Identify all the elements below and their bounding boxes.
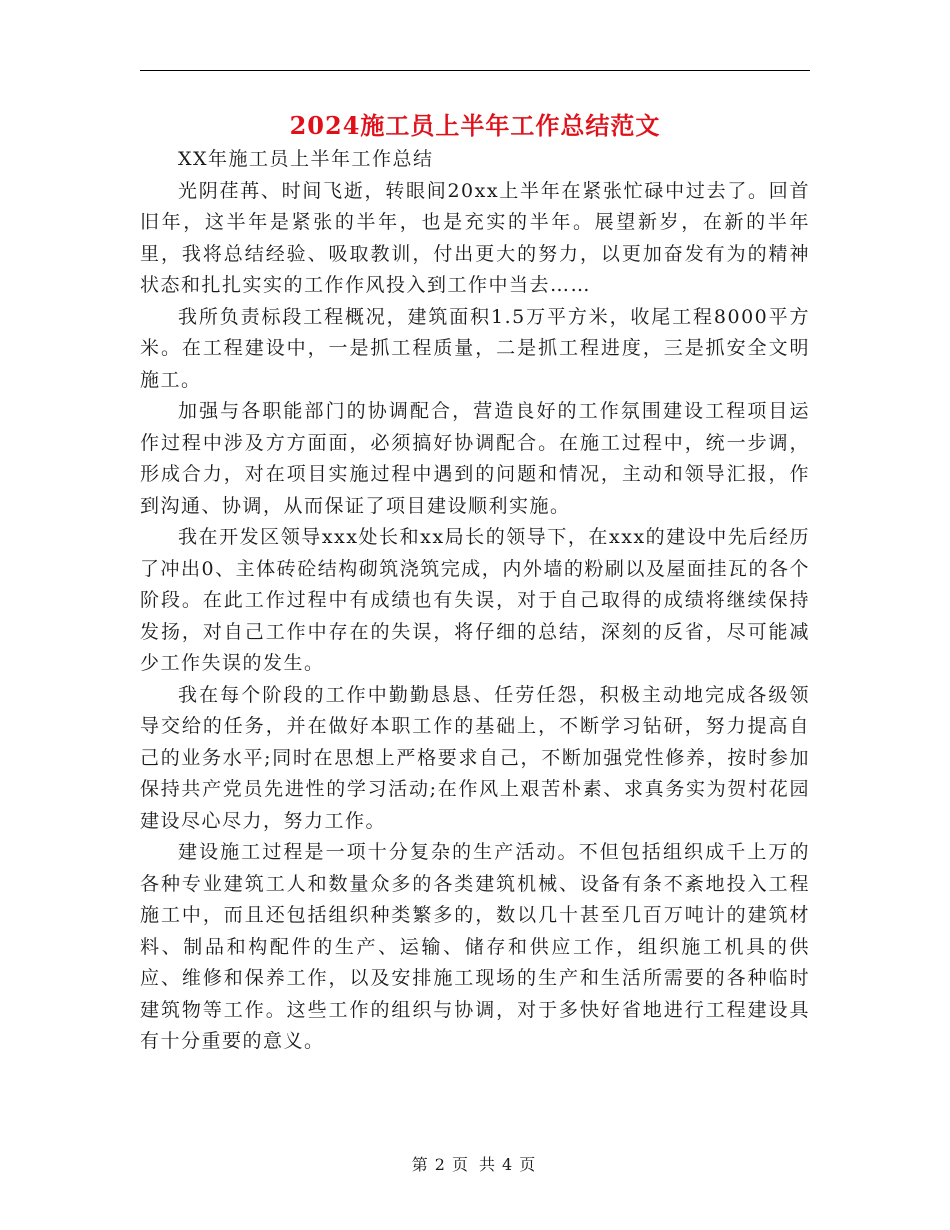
footer-page-number: 2	[434, 1155, 448, 1174]
footer-total-pages: 4	[502, 1155, 516, 1174]
paragraph-subtitle: XX年施工员上半年工作总结	[178, 148, 434, 170]
footer-suffix: 页	[519, 1155, 539, 1174]
footer-middle: 页 共	[451, 1155, 499, 1174]
paragraph: 建设施工过程是一项十分复杂的生产活动。不但包括组织成千上万的各种专业建筑工人和数量众多的各类建筑机械、设备有条不紊地投入工程施工中，而且还包括组织种类繁多的，数以几十甚至几百万吨计的建筑材料、制品和构配件的生产、运输、储存和供应工作，组织施工机具的供应、维修和保养工作，以及安排施工现场的生产和生活所需要的各种临时建筑物等工作。这些工作的组织与协调，对于多快好省地进行工程建设具有十分重要的意义。	[140, 841, 810, 1052]
header-rule	[140, 70, 810, 71]
document-title: 2024施工员上半年工作总结范文	[289, 111, 661, 140]
paragraph: 我所负责标段工程概况，建筑面积1.5万平方米，收尾工程8000平方米。在工程建设中，一是抓工程质量，二是抓工程进度，三是抓安全文明施工。	[140, 305, 810, 391]
paragraph: 我在开发区领导xxx处长和xx局长的领导下，在xxx的建设中先后经历了冲出0、主体砖砼结构砌筑浇筑完成，内外墙的粉刷以及屋面挂瓦的各个阶段。在此工作过程中有成绩也有失误，对于自己取得的成绩将继续保持发扬，对自己工作中存在的失误，将仔细的总结，深刻的反省，尽可能减少工作失误的发生。	[140, 526, 810, 674]
paragraph: 加强与各职能部门的协调配合，营造良好的工作氛围建设工程项目运作过程中涉及方方面面，必须搞好协调配合。在施工过程中，统一步调，形成合力，对在项目实施过程中遇到的问题和情况，主动和领导汇报，作到沟通、协调，从而保证了项目建设顺利实施。	[140, 400, 810, 517]
paragraph: 光阴荏苒、时间飞逝，转眼间20xx上半年在紧张忙碌中过去了。回首旧年，这半年是紧张的半年，也是充实的半年。展望新岁，在新的半年里，我将总结经验、吸取教训，付出更大的努力，以更加奋发有为的精神状态和扎扎实实的工作作风投入到工作中当去……	[140, 179, 810, 296]
document-body	[140, 144, 810, 1058]
footer-prefix: 第	[411, 1155, 431, 1174]
page-footer	[140, 1152, 810, 1175]
paragraph: 我在每个阶段的工作中勤勤恳恳、任劳任怨，积极主动地完成各级领导交给的任务，并在做好本职工作的基础上，不断学习钻研，努力提高自己的业务水平;同时在思想上严格要求自己，不断加强党性修养，按时参加保持共产党员先进性的学习活动;在作风上艰苦朴素、求真务实为贺村花园建设尽心尽力，努力工作。	[140, 683, 810, 832]
